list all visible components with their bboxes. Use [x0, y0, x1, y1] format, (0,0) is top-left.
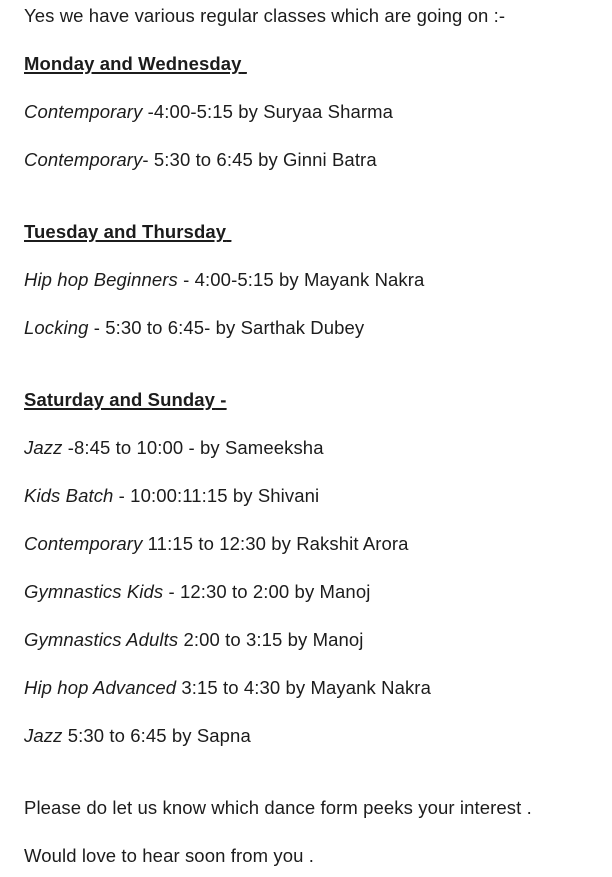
- class-entry: [24, 484, 319, 508]
- class-entry: [24, 580, 370, 604]
- class-details: - 5:30 to 6:45- by Sarthak Dubey: [88, 317, 365, 338]
- class-name: Jazz: [24, 725, 63, 746]
- closing-text: Please do let us know which dance form peeks your interest .: [24, 797, 532, 818]
- class-name: Hip hop Advanced: [24, 677, 177, 698]
- group-heading-label: Saturday and Sunday: [24, 389, 216, 410]
- class-name: Contemporary: [24, 533, 143, 554]
- class-name: Jazz: [24, 437, 63, 458]
- class-name: Contemporary: [24, 101, 143, 122]
- class-entry: [24, 436, 324, 460]
- group-heading-saturday-sunday: [24, 388, 227, 412]
- class-details: - 12:30 to 2:00 by Manoj: [163, 581, 371, 602]
- group-heading-label: Monday and Wednesday: [24, 53, 242, 74]
- class-entry: [24, 628, 363, 652]
- class-entry: [24, 148, 377, 172]
- class-entry: [24, 100, 393, 124]
- class-details: - 5:30 to 6:45 by Ginni Batra: [142, 149, 377, 170]
- class-name: Locking: [24, 317, 89, 338]
- class-details: 11:15 to 12:30 by Rakshit Arora: [142, 533, 409, 554]
- class-entry: [24, 268, 424, 292]
- class-details: 2:00 to 3:15 by Manoj: [178, 629, 364, 650]
- class-entry: [24, 676, 431, 700]
- class-name: Contemporary: [24, 149, 143, 170]
- intro-text: Yes we have various regular classes which are going on :-: [24, 5, 506, 26]
- class-name: Hip hop Beginners: [24, 269, 178, 290]
- class-name: Gymnastics Adults: [24, 629, 179, 650]
- group-heading-label: Tuesday and Thursday: [24, 221, 227, 242]
- group-heading-trail: -: [215, 389, 227, 410]
- class-entry: [24, 316, 364, 340]
- class-details: -8:45 to 10:00 - by Sameeksha: [62, 437, 324, 458]
- class-details: 3:15 to 4:30 by Mayank Nakra: [176, 677, 431, 698]
- class-details: -4:00-5:15 by Suryaa Sharma: [142, 101, 394, 122]
- class-details: 5:30 to 6:45 by Sapna: [62, 725, 251, 746]
- class-details: - 4:00-5:15 by Mayank Nakra: [177, 269, 425, 290]
- class-entry: [24, 724, 251, 748]
- group-heading-monday-wednesday: [24, 52, 247, 76]
- group-heading-trail: [226, 221, 231, 242]
- group-heading-tuesday-thursday: [24, 220, 231, 244]
- class-name: Kids Batch: [24, 485, 114, 506]
- closing-text: Would love to hear soon from you .: [24, 845, 314, 866]
- group-heading-trail: [242, 53, 247, 74]
- class-entry: [24, 532, 409, 556]
- class-details: - 10:00:11:15 by Shivani: [113, 485, 320, 506]
- class-name: Gymnastics Kids: [24, 581, 164, 602]
